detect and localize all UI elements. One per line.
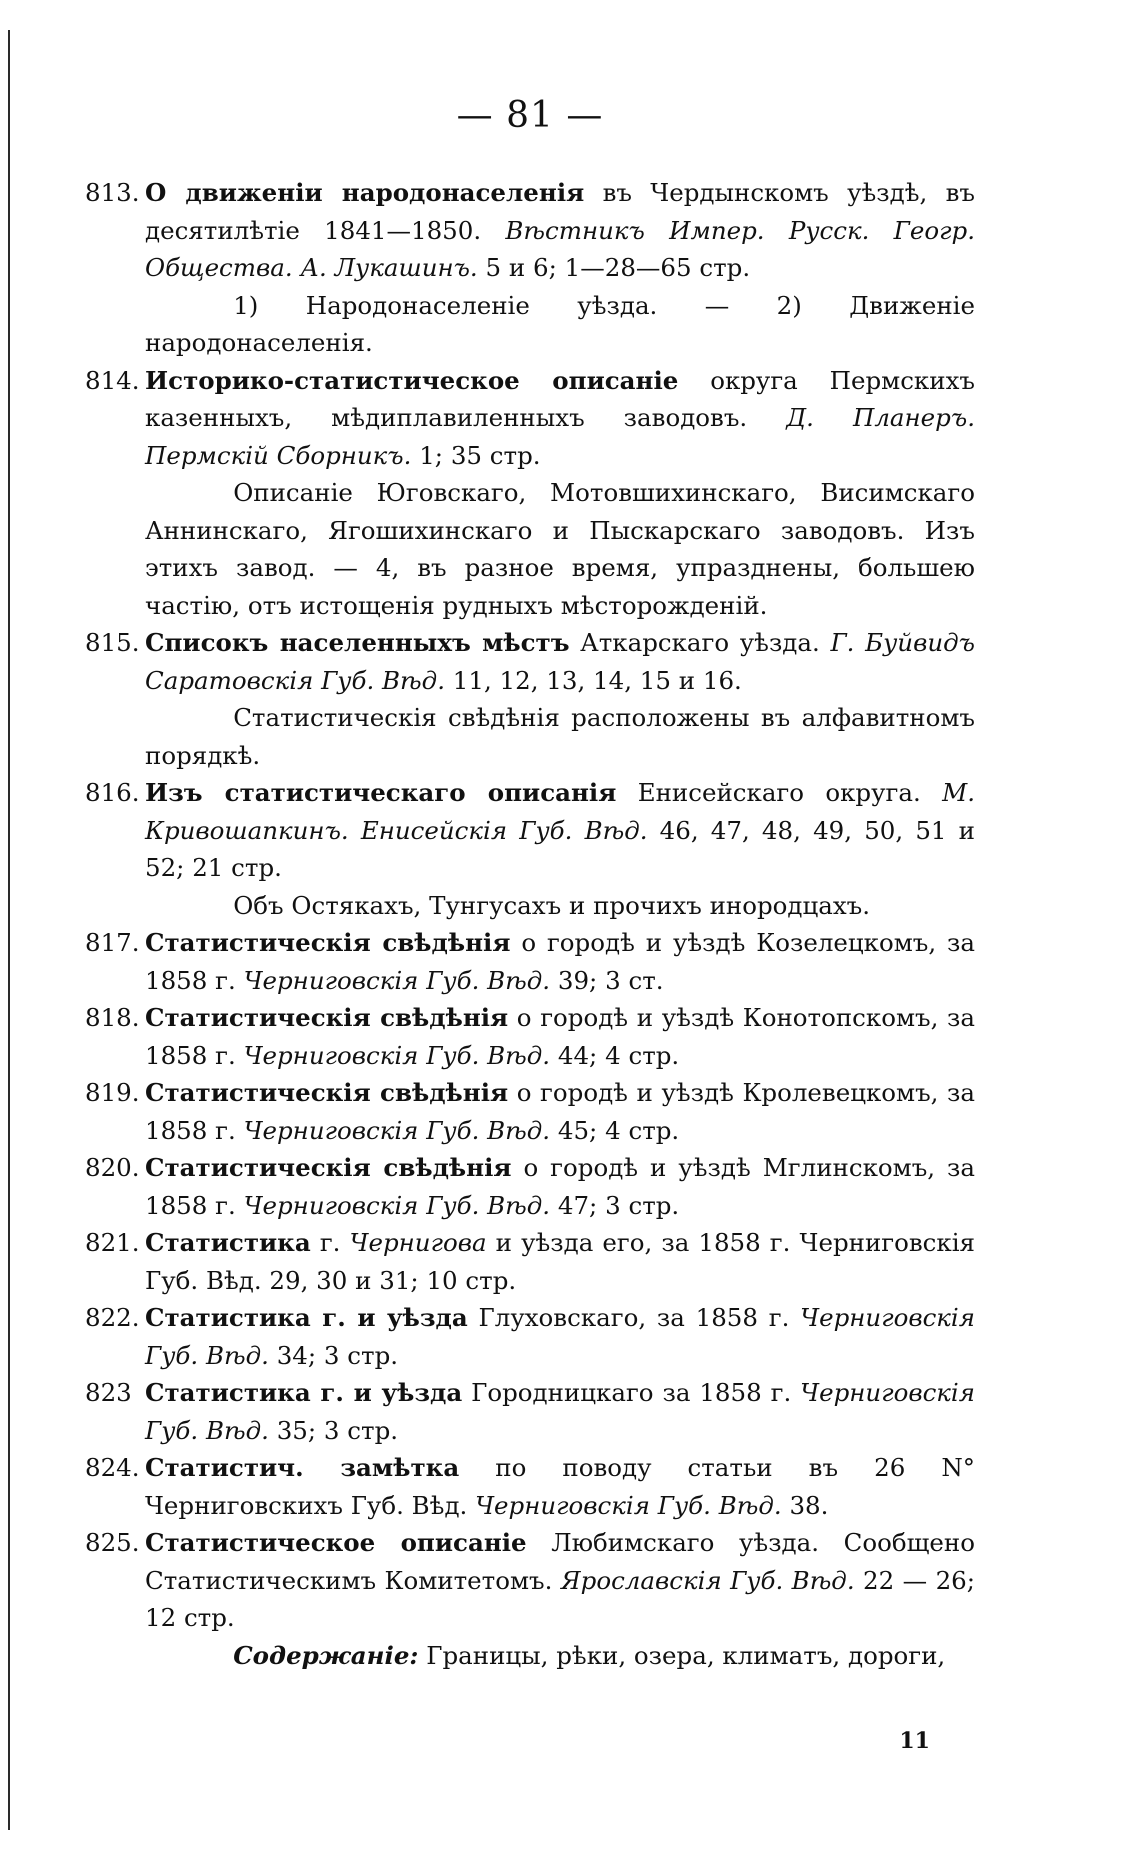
entry-source: Вѣстникъ Импер. Русск. Геогр. Общества. А. Лукашинъ. [145,215,976,282]
catalog-entry [85,174,975,362]
entry-source: Черниговскія Губ. Вѣд. [243,1115,551,1145]
entry-note: 1) Народонаселеніе уѣзда. — 2) Движеніе народонаселенія. [145,290,975,357]
entry-text: о городѣ и уѣздѣ Козелецкомъ, за 1858 г. [145,928,976,995]
entry-pages: 38. [781,1490,829,1520]
entry-number: 817. [85,928,140,957]
entry-pages: 35; 3 стр. [268,1415,399,1445]
entry-number: 814. [85,365,140,395]
entry-text: Енисейскаго округа. [616,778,943,807]
entry-title: Статистическое описаніе [145,1528,527,1557]
entry-pages: 39; 3 ст. [550,965,664,995]
entry-note: Статистическія свѣдѣнія расположены въ алфавитномъ порядкѣ. [145,703,975,770]
entry-title: О движеніи народонаселенія [145,178,585,207]
entry-text: Любимскаго уѣзда. Сообщено Статистическимъ Комитетомъ. [145,1528,975,1595]
entry-number: 821. [85,1228,140,1257]
catalog-entry [85,362,975,625]
entry-text: г. [310,1228,350,1257]
entry-citation [145,1524,975,1637]
entry-citation [145,999,975,1074]
entry-number: 816. [85,778,140,807]
entry-number: 815. [85,628,140,657]
entry-pages: 46, 47, 48, 49, 50, 51 и 52; 21 стр. [145,815,975,882]
entry-title: Статистическія свѣдѣнія [145,1003,509,1032]
entry-pages: 47; 3 стр. [550,1190,680,1220]
entry-number: 820. [85,1153,140,1182]
entry-title: Статистическія свѣдѣнія [145,1078,509,1107]
entry-text: о городѣ и уѣздѣ Кролевецкомъ, за 1858 г. [145,1078,975,1145]
catalog-entry [85,1524,975,1674]
catalog-entry [85,1449,975,1524]
entry-text: о городѣ и уѣздѣ Мглинскомъ, за 1858 г. [145,1153,975,1220]
catalog-entry [85,624,975,774]
entry-title: Статистика [145,1228,311,1257]
entry-pages: 11, 12, 13, 14, 15 и 16. [444,665,742,695]
entry-note-label: Содержаніе: [233,1640,419,1670]
entry-number: 819. [85,1078,140,1107]
entry-title: Статистика г. и уѣзда [145,1378,463,1407]
entry-source: Г. Буйвидъ Саратовскія Губ. Вѣд. [145,628,975,695]
entry-text: по поводу статьи въ 26 N° Черниговскихъ Губ. Вѣд. [145,1453,976,1520]
entry-number: 823 [85,1378,132,1407]
entry-citation [145,174,975,287]
catalog-entry [85,1074,975,1149]
catalog-entry [85,1374,975,1449]
entry-title: Списокъ населенныхъ мѣстъ [145,628,570,657]
entry-source: Черниговскія Губ. Вѣд. [243,1040,551,1070]
entry-title: Статистическія свѣдѣнія [145,1153,512,1182]
entry-source: Д. Планеръ. Пермскій Сборникъ. [145,403,975,470]
entry-pages: 22 — 26; 12 стр. [145,1565,976,1632]
catalog-entry [85,774,975,924]
entry-citation [145,1374,975,1449]
catalog-entry [85,1299,975,1374]
entry-number: 825. [85,1528,140,1557]
entry-pages: 5 и 6; 1—28—65 стр. [477,253,751,282]
scan-edge-line [8,30,10,1830]
catalog-entry [85,999,975,1074]
entry-number: 824. [85,1453,140,1482]
catalog-entry [85,1149,975,1224]
entry-note-text: Границы, рѣки, озера, климатъ, дороги, [418,1640,946,1670]
entry-citation [145,362,975,475]
entry-citation [145,1074,975,1149]
entry-source: Черниговскія Губ. Вѣд. [475,1490,782,1520]
entry-source: М. Кривошапкинъ. Енисейскія Губ. Вѣд. [145,778,976,845]
entry-title: Историко-статистическое описаніе [145,365,679,395]
entry-source: Чернигова [349,1228,487,1257]
entry-pages: 34; 3 стр. [268,1340,399,1370]
catalog-entry [85,924,975,999]
entry-citation [145,1299,975,1374]
entry-list [85,174,975,1674]
entry-title: Изъ статистическаго описанія [145,778,617,807]
entry-number: 813. [85,178,140,207]
entry-source: Черниговскія Губ. Вѣд. [243,965,551,995]
entry-pages: 44; 4 стр. [550,1040,680,1070]
catalog-entry [85,1224,975,1299]
entry-number: 822. [85,1303,140,1332]
entry-citation [145,1149,975,1224]
entry-citation [145,924,975,999]
entry-title: Статистич. замѣтка [145,1453,460,1482]
entry-text: округа Пермскихъ казенныхъ, мѣдиплавиленныхъ заводовъ. [145,365,975,432]
entry-pages: 45; 4 стр. [550,1115,680,1145]
entry-text: о городѣ и уѣздѣ Конотопскомъ, за 1858 г. [145,1003,975,1070]
page-number: — 81 — [456,95,604,136]
entry-citation [145,1224,975,1299]
entry-text: Глуховскаго, за 1858 г. [467,1303,801,1332]
entry-note: Объ Остякахъ, Тунгусахъ и прочихъ инородцахъ. [233,890,871,920]
entry-title: Статистическія свѣдѣнія [145,928,511,957]
entry-citation [145,624,975,699]
entry-source: Черниговскія Губ. Вѣд. [243,1190,551,1220]
entry-pages: 1; 35 стр. [411,440,541,470]
signature-mark: 11 [899,1728,930,1754]
entry-text: въ Чердынскомъ уѣздѣ, въ десятилѣтіе 1841—1850. [145,178,975,245]
entry-number: 818. [85,1003,140,1032]
entry-text: Аткарскаго уѣзда. [569,628,831,657]
entry-pages: и уѣзда его, за 1858 г. Черниговскія Губ. Вѣд. 29, 30 и 31; 10 стр. [145,1228,975,1295]
entry-citation [145,1449,975,1524]
entry-citation [145,774,975,887]
entry-note [145,1637,975,1675]
entry-title: Статистика г. и уѣзда [145,1303,468,1332]
entry-source: Черниговскія Губ. Вѣд. [145,1378,975,1445]
entry-source: Ярославскія Губ. Вѣд. [560,1565,855,1595]
entry-note: Описаніе Юговскаго, Мотовшихинскаго, Висимскаго Аннинскаго, Ягошихинскаго и Пыскарскаго заводовъ. Изъ этихъ завод. — 4, въ разное время, упразднены, большею частію, отъ истощенія рудныхъ мѣсторожденій. [145,478,975,620]
entry-source: Черниговскія Губ. Вѣд. [145,1303,975,1370]
entry-text: Городницкаго за 1858 г. [462,1378,801,1407]
